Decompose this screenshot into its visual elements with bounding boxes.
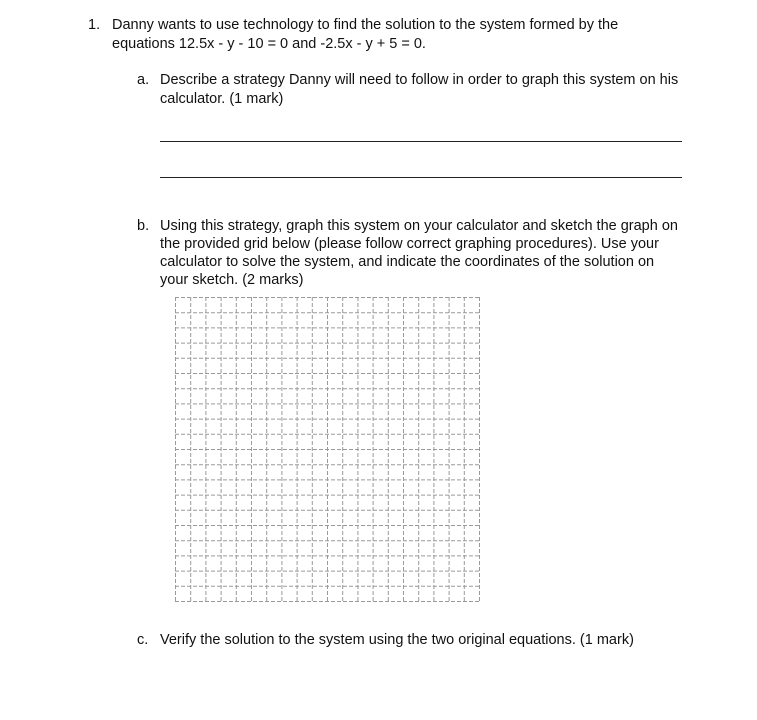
question-text-line2: equations 12.5x - y - 10 = 0 and -2.5x - y + 5 = 0.	[112, 36, 426, 52]
answer-line-2[interactable]	[160, 177, 682, 178]
part-c-letter: c.	[137, 632, 149, 648]
part-b-line2: the provided grid below (please follow correct graphing procedures). Use your	[160, 236, 659, 252]
part-b-line1: Using this strategy, graph this system on your calculator and sketch the graph on	[160, 218, 678, 234]
question-number: 1.	[88, 17, 101, 33]
part-a-line1: Describe a strategy Danny will need to follow in order to graph this system on his	[160, 72, 679, 88]
answer-line-1[interactable]	[160, 141, 682, 142]
graph-grid[interactable]	[175, 297, 481, 603]
part-a-line2: calculator. (1 mark)	[160, 91, 284, 107]
part-b-line4: your sketch. (2 marks)	[160, 272, 304, 288]
part-c-line1: Verify the solution to the system using the two original equations. (1 mark)	[160, 632, 634, 648]
part-a-letter: a.	[137, 72, 150, 88]
part-b-line3: calculator to solve the system, and indicate the coordinates of the solution on	[160, 254, 655, 270]
question-text-line1: Danny wants to use technology to find the solution to the system formed by the	[112, 17, 619, 33]
part-b-letter: b.	[137, 218, 150, 234]
